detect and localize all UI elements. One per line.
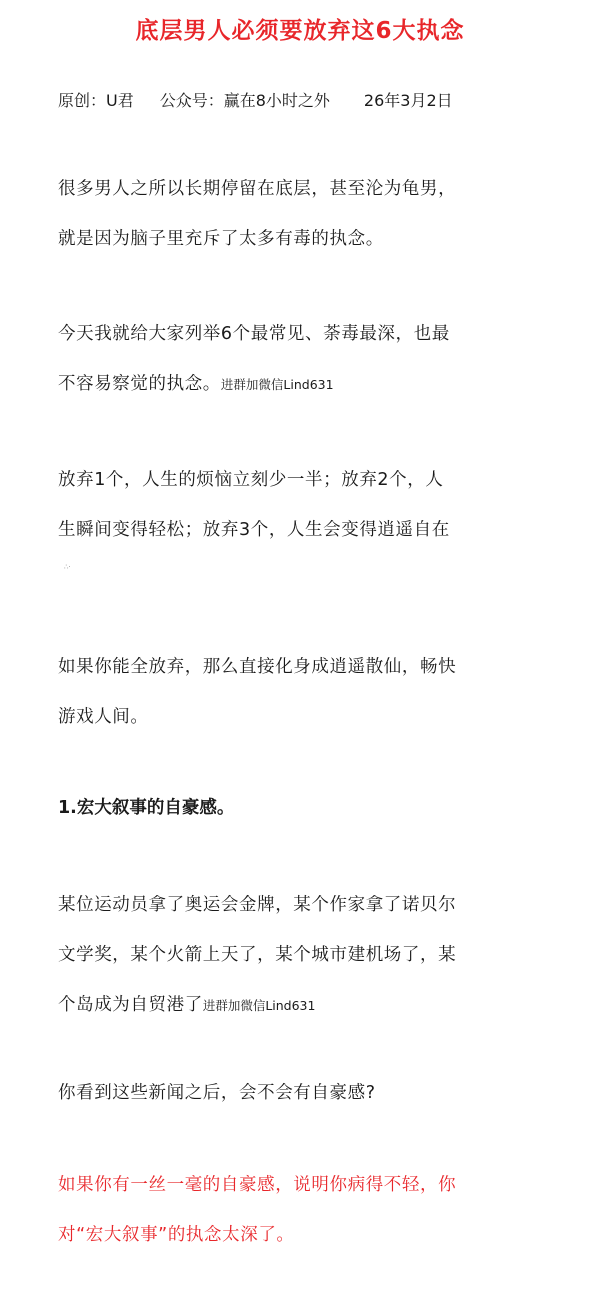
wechat-note-2: 进群加微信Lind631 — [202, 998, 316, 1013]
paragraph-1-line-1: 很多男人之所以长期停留在底层，甚至沦为龟男， — [58, 179, 457, 199]
paragraph-5-line-2: 文学奖，某个火箭上天了，某个城市建机场了，某 — [58, 945, 457, 965]
tiny-mark: ∴· — [64, 563, 71, 571]
section-1-heading: 1.宏大叙事的自豪感。 — [58, 798, 235, 818]
article-meta — [58, 86, 453, 116]
paragraph-3-line-1: 放弃1个，人生的烦恼立刻少一半；放弃2个，人 — [58, 470, 444, 490]
paragraph-3-line-2: 生瞬间变得轻松；放弃3个，人生会变得逍遥自在 — [58, 520, 450, 540]
article-title: 底层男人必须要放弃这6大执念 — [135, 18, 465, 44]
paragraph-2 — [58, 309, 548, 410]
paragraph-2-line-2 — [58, 359, 548, 410]
paragraph-7-highlight — [58, 1160, 548, 1260]
publish-date: 26年3月2日 — [363, 91, 453, 110]
paragraph-1 — [58, 164, 548, 264]
paragraph-6 — [58, 1068, 548, 1118]
paragraph-2-line-2-text: 不容易察觉的执念。 — [58, 374, 221, 394]
paragraph-2-line-1: 今天我就给大家列举6个最常见、荼毒最深，也最 — [58, 324, 450, 344]
original-author: 原创：U君 — [58, 91, 134, 110]
account-name: 公众号：赢在8小时之外 — [159, 91, 330, 110]
paragraph-5 — [58, 880, 548, 1031]
paragraph-4 — [58, 642, 548, 742]
paragraph-5-line-3-text: 个岛成为自贸港了 — [58, 995, 203, 1015]
paragraph-4-line-1: 如果你能全放弃，那么直接化身成逍遥散仙，畅快 — [58, 657, 457, 677]
paragraph-7-line-2: 对“宏大叙事”的执念太深了。 — [58, 1225, 295, 1245]
paragraph-7-line-1: 如果你有一丝一毫的自豪感，说明你病得不轻，你 — [58, 1175, 457, 1195]
paragraph-6-line-1: 你看到这些新闻之后，会不会有自豪感? — [58, 1083, 376, 1103]
paragraph-4-line-2: 游戏人间。 — [58, 707, 149, 727]
paragraph-5-line-3 — [58, 980, 548, 1031]
paragraph-3 — [58, 455, 548, 555]
paragraph-5-line-1: 某位运动员拿了奥运会金牌，某个作家拿了诺贝尔 — [58, 895, 457, 915]
paragraph-1-line-2: 就是因为脑子里充斥了太多有毒的执念。 — [58, 229, 384, 249]
wechat-note: 进群加微信Lind631 — [220, 377, 334, 392]
